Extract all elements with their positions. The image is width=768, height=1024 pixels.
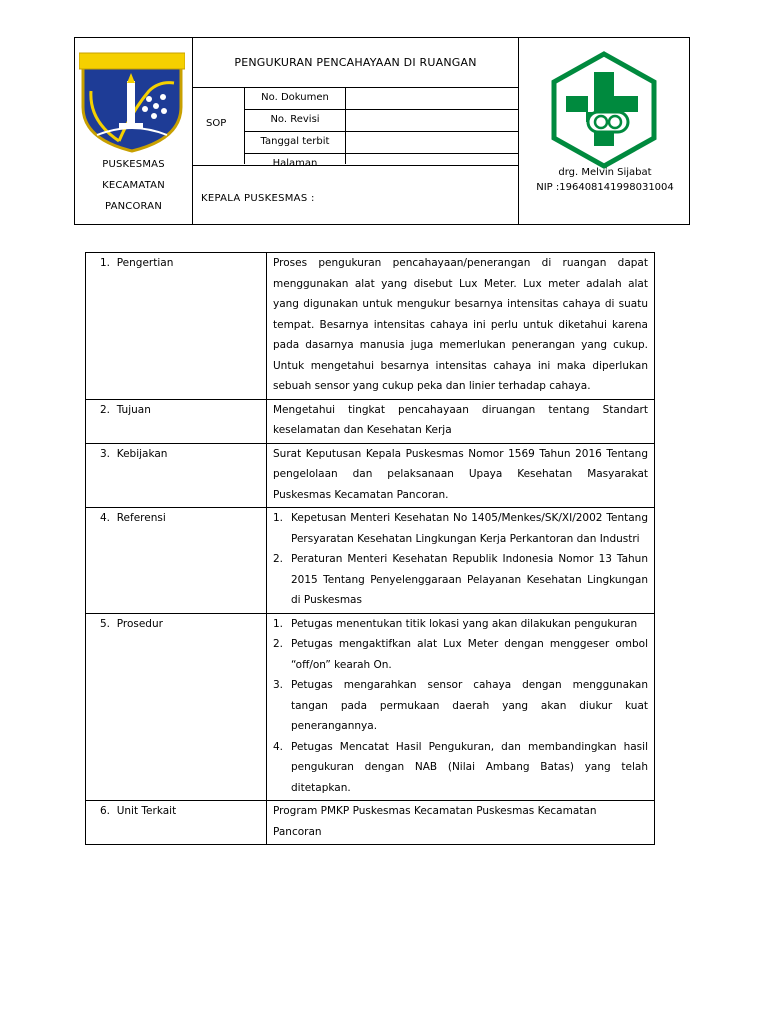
list-item: 3. Petugas mengarahkan sensor cahaya dengan menggunakan tangan pada permukaan daerah yang akan diukur kuat penerangannya. — [273, 679, 648, 732]
row-content: Program PMKP Puskesmas Kecamatan Puskesmas Kecamatan Pancoran — [267, 801, 655, 845]
table-row — [86, 508, 655, 614]
sop-table — [85, 252, 655, 845]
row-label: 3. Kebijakan — [86, 443, 267, 508]
row-label: 4. Referensi — [86, 508, 267, 614]
list-item: 2. Petugas mengaktifkan alat Lux Meter dengan menggeser ombol “off/on” kearah On. — [273, 638, 648, 671]
doc-field-label: No. Dokumen — [261, 92, 329, 103]
list-item: 2. Peraturan Menteri Kesehatan Republik Indonesia Nomor 13 Tahun 2015 Tentang Penyelenggaraan Pelayanan Kesehatan Lingkungan di Puskesmas — [273, 553, 648, 606]
table-row — [86, 801, 655, 845]
row-label: 6. Unit Terkait — [86, 801, 267, 845]
unit-line: PANCORAN — [104, 201, 163, 212]
doc-field-label: No. Revisi — [270, 114, 320, 125]
divider — [244, 153, 518, 154]
signatory-name: drg. Melvin Sijabat — [558, 167, 652, 178]
list-item: 1. Kepetusan Menteri Kesehatan No 1405/Menkes/SK/XI/2002 Tentang Persyaratan Kesehatan Lingkungan Kerja Perkantoran dan Industri — [273, 512, 648, 545]
divider — [192, 87, 518, 88]
table-row — [86, 443, 655, 508]
row-label: 5. Prosedur — [86, 613, 267, 801]
row-label: 1. Pengertian — [86, 253, 267, 400]
divider — [518, 38, 519, 224]
document-title: PENGUKURAN PENCAHAYAAN DI RUANGAN — [234, 56, 477, 69]
unit-line: PUSKESMAS — [102, 159, 165, 170]
list-item: 4. Petugas Mencatat Hasil Pengukuran, dan membandingkan hasil pengukuran dengan NAB (Nilai Ambang Batas) yang telah ditetapkan. — [273, 740, 648, 794]
table-row — [86, 253, 655, 400]
row-content — [267, 508, 655, 614]
sop-label: SOP — [206, 118, 227, 129]
document-header — [74, 37, 690, 225]
puskesmas-cross-icon — [548, 50, 660, 170]
jakarta-emblem-icon — [79, 51, 185, 153]
puskesmas-name — [75, 154, 192, 217]
divider — [244, 109, 518, 110]
unit-line: KECAMATAN — [102, 180, 165, 191]
table-row — [86, 399, 655, 443]
row-label: 2. Tujuan — [86, 399, 267, 443]
kepala-puskesmas-label: KEPALA PUSKESMAS : — [201, 193, 315, 204]
doc-field-label: Tanggal terbit — [260, 136, 330, 147]
row-content: Mengetahui tingkat pencahayaan diruangan tentang Standart keselamatan dan Kesehatan Kerja — [267, 399, 655, 443]
row-content: Surat Keputusan Kepala Puskesmas Nomor 1569 Tahun 2016 Tentang pengelolaan dan pelaksanaan Upaya Kesehatan Masyarakat Puskesmas Kecamatan Pancoran. — [267, 443, 655, 508]
table-row — [86, 613, 655, 801]
row-content — [267, 613, 655, 801]
list-item: 1. Petugas menentukan titik lokasi yang akan dilakukan pengukuran — [273, 617, 638, 630]
doc-field-label: Halaman — [272, 158, 318, 169]
divider — [244, 131, 518, 132]
divider — [192, 165, 518, 166]
row-content: Proses pengukuran pencahayaan/penerangan di ruangan dapat menggunakan alat yang disebut Lux Meter. Lux meter adalah alat yang digunakan untuk mengukur besarnya intensitas cahaya di suatu tempat. Besarnya intensitas cahaya ini perlu untuk diketahui karena pada dasarnya manusia juga memerlukan penerangan yang cukup. Untuk mengetahui besarnya intensitas cahaya ini maka diperlukan sebuah sensor yang cukup peka dan linier terhadap cahaya. — [267, 253, 655, 400]
signatory-nip: NIP :196408141998031004 — [536, 182, 674, 193]
